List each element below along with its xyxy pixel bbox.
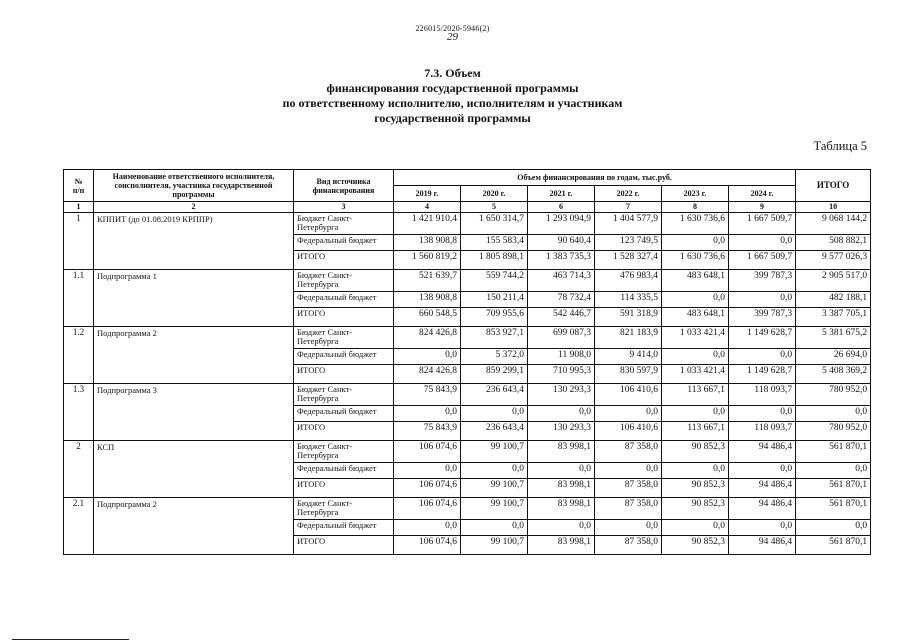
year-value: 0,0 [729, 292, 796, 308]
year-value: 1 293 094,9 [528, 213, 595, 235]
header-source: Вид источника финансирования [294, 170, 394, 202]
executor-name: КСП [94, 441, 294, 498]
year-value: 87 358,0 [595, 479, 662, 498]
year-value: 709 955,6 [461, 308, 528, 327]
year-value: 1 650 314,7 [461, 213, 528, 235]
header-year-2020: 2020 г. [461, 186, 528, 202]
row-number: 1 [64, 213, 94, 270]
year-value: 94 486,4 [729, 479, 796, 498]
page-number: 29 [447, 31, 458, 43]
year-value: 0,0 [394, 463, 461, 479]
column-number: 1 [64, 202, 94, 213]
table-row [64, 384, 871, 406]
year-value: 118 093,7 [729, 384, 796, 406]
year-value: 0,0 [729, 235, 796, 251]
year-value: 399 787,3 [729, 270, 796, 292]
year-value: 591 318,9 [595, 308, 662, 327]
executor-name: Подпрограмма 2 [94, 498, 294, 555]
year-value: 236 643,4 [461, 384, 528, 406]
year-value: 0,0 [595, 520, 662, 536]
column-number: 2 [94, 202, 294, 213]
year-value: 0,0 [729, 463, 796, 479]
funding-source: Федеральный бюджет [294, 235, 394, 251]
year-value: 90 852,3 [662, 536, 729, 555]
header-year-2021: 2021 г. [528, 186, 595, 202]
title-line-3: по ответственному исполнителю, исполнителям и участникам [282, 96, 623, 110]
year-value: 83 998,1 [528, 441, 595, 463]
total-value: 9 577 026,3 [796, 251, 871, 270]
year-value: 138 908,8 [394, 235, 461, 251]
column-number: 5 [461, 202, 528, 213]
table-row [64, 327, 871, 349]
funding-source: Федеральный бюджет [294, 406, 394, 422]
table-row [64, 213, 871, 235]
funding-source: Федеральный бюджет [294, 349, 394, 365]
funding-source: Бюджет Санкт-Петербурга [294, 384, 394, 406]
year-value: 75 843,9 [394, 422, 461, 441]
funding-source: Федеральный бюджет [294, 463, 394, 479]
header-name: Наименование ответственного исполнителя, соисполнителя, участника государственной программы [94, 170, 294, 202]
year-value: 476 983,4 [595, 270, 662, 292]
total-value: 482 188,1 [796, 292, 871, 308]
year-value: 0,0 [394, 406, 461, 422]
year-value: 1 404 577,9 [595, 213, 662, 235]
year-value: 1 383 735,3 [528, 251, 595, 270]
funding-source: ИТОГО [294, 365, 394, 384]
year-value: 99 100,7 [461, 536, 528, 555]
column-number: 8 [662, 202, 729, 213]
row-number: 1.1 [64, 270, 94, 327]
year-value: 0,0 [528, 463, 595, 479]
year-value: 150 211,4 [461, 292, 528, 308]
year-value: 1 805 898,1 [461, 251, 528, 270]
total-value: 0,0 [796, 520, 871, 536]
year-value: 78 732,4 [528, 292, 595, 308]
total-value: 5 408 369,2 [796, 365, 871, 384]
total-value: 0,0 [796, 463, 871, 479]
total-value: 508 882,1 [796, 235, 871, 251]
year-value: 90 852,3 [662, 479, 729, 498]
funding-source: Федеральный бюджет [294, 292, 394, 308]
funding-source: Бюджет Санкт-Петербурга [294, 327, 394, 349]
header-volume: Объем финансирования по годам, тыс.руб. [394, 170, 796, 186]
year-value: 0,0 [662, 292, 729, 308]
total-value: 9 068 144,2 [796, 213, 871, 235]
funding-source: ИТОГО [294, 536, 394, 555]
year-value: 859 299,1 [461, 365, 528, 384]
year-value: 123 749,5 [595, 235, 662, 251]
title-line-2: финансирования государственной программы [326, 81, 579, 95]
total-value: 3 387 705,1 [796, 308, 871, 327]
year-value: 106 074,6 [394, 479, 461, 498]
executor-name: Подпрограмма 3 [94, 384, 294, 441]
header-year-2022: 2022 г. [595, 186, 662, 202]
year-value: 99 100,7 [461, 498, 528, 520]
column-numbers-row [64, 202, 871, 213]
year-value: 0,0 [528, 520, 595, 536]
year-value: 11 908,0 [528, 349, 595, 365]
year-value: 483 648,1 [662, 270, 729, 292]
funding-source: Бюджет Санкт-Петербурга [294, 270, 394, 292]
year-value: 483 648,1 [662, 308, 729, 327]
year-value: 1 630 736,6 [662, 213, 729, 235]
year-value: 824 426,8 [394, 365, 461, 384]
year-value: 1 667 509,7 [729, 251, 796, 270]
year-value: 94 486,4 [729, 441, 796, 463]
total-value: 780 952,0 [796, 422, 871, 441]
column-number: 3 [294, 202, 394, 213]
year-value: 559 744,2 [461, 270, 528, 292]
header-num: № п/п [64, 170, 94, 202]
table-body [64, 213, 871, 555]
year-value: 99 100,7 [461, 479, 528, 498]
title-line-1: 7.3. Объем [424, 66, 481, 80]
year-value: 236 643,4 [461, 422, 528, 441]
year-value: 1 149 628,7 [729, 365, 796, 384]
year-value: 0,0 [662, 406, 729, 422]
year-value: 0,0 [729, 520, 796, 536]
year-value: 94 486,4 [729, 498, 796, 520]
column-number: 7 [595, 202, 662, 213]
total-value: 26 694,0 [796, 349, 871, 365]
year-value: 87 358,0 [595, 441, 662, 463]
year-value: 138 908,8 [394, 292, 461, 308]
year-value: 9 414,0 [595, 349, 662, 365]
year-value: 0,0 [729, 406, 796, 422]
year-value: 0,0 [595, 406, 662, 422]
year-value: 106 410,6 [595, 422, 662, 441]
year-value: 463 714,3 [528, 270, 595, 292]
year-value: 0,0 [662, 349, 729, 365]
year-value: 0,0 [461, 406, 528, 422]
year-value: 130 293,3 [528, 384, 595, 406]
year-value: 106 074,6 [394, 536, 461, 555]
funding-source: Бюджет Санкт-Петербурга [294, 441, 394, 463]
funding-source: ИТОГО [294, 422, 394, 441]
year-value: 83 998,1 [528, 536, 595, 555]
year-value: 130 293,3 [528, 422, 595, 441]
year-value: 1 528 327,4 [595, 251, 662, 270]
executor-name: Подпрограмма 2 [94, 327, 294, 384]
year-value: 1 149 628,7 [729, 327, 796, 349]
total-value: 561 870,1 [796, 536, 871, 555]
year-value: 87 358,0 [595, 536, 662, 555]
year-value: 90 852,3 [662, 441, 729, 463]
year-value: 710 995,3 [528, 365, 595, 384]
year-value: 0,0 [729, 349, 796, 365]
funding-source: ИТОГО [294, 479, 394, 498]
row-number: 2.1 [64, 498, 94, 555]
year-value: 0,0 [394, 349, 461, 365]
row-number: 2 [64, 441, 94, 498]
total-value: 561 870,1 [796, 441, 871, 463]
year-value: 106 410,6 [595, 384, 662, 406]
total-value: 0,0 [796, 406, 871, 422]
column-number: 9 [729, 202, 796, 213]
year-value: 0,0 [662, 520, 729, 536]
year-value: 1 033 421,4 [662, 365, 729, 384]
year-value: 90 640,4 [528, 235, 595, 251]
year-value: 0,0 [595, 463, 662, 479]
year-value: 824 426,8 [394, 327, 461, 349]
year-value: 106 074,6 [394, 441, 461, 463]
header-year-2024: 2024 г. [729, 186, 796, 202]
year-value: 521 639,7 [394, 270, 461, 292]
total-value: 5 381 675,2 [796, 327, 871, 349]
year-value: 542 446,7 [528, 308, 595, 327]
year-value: 83 998,1 [528, 498, 595, 520]
year-value: 1 630 736,6 [662, 251, 729, 270]
year-value: 113 667,1 [662, 422, 729, 441]
year-value: 99 100,7 [461, 441, 528, 463]
header-total: ИТОГО [796, 170, 871, 202]
year-value: 94 486,4 [729, 536, 796, 555]
total-value: 561 870,1 [796, 479, 871, 498]
year-value: 0,0 [461, 463, 528, 479]
year-value: 0,0 [662, 463, 729, 479]
year-value: 0,0 [394, 520, 461, 536]
executor-name: Подпрограмма 1 [94, 270, 294, 327]
year-value: 87 358,0 [595, 498, 662, 520]
year-value: 106 074,6 [394, 498, 461, 520]
year-value: 1 560 819,2 [394, 251, 461, 270]
table-row [64, 498, 871, 520]
year-value: 1 033 421,4 [662, 327, 729, 349]
year-value: 699 087,3 [528, 327, 595, 349]
funding-source: Бюджет Санкт-Петербурга [294, 213, 394, 235]
year-value: 5 372,0 [461, 349, 528, 365]
year-value: 0,0 [662, 235, 729, 251]
year-value: 1 667 509,7 [729, 213, 796, 235]
header-year-2019: 2019 г. [394, 186, 461, 202]
financing-table [63, 169, 871, 555]
table-row [64, 270, 871, 292]
total-value: 780 952,0 [796, 384, 871, 406]
year-value: 83 998,1 [528, 479, 595, 498]
year-value: 75 843,9 [394, 384, 461, 406]
table-row [64, 441, 871, 463]
total-value: 2 905 517,0 [796, 270, 871, 292]
funding-source: Бюджет Санкт-Петербурга [294, 498, 394, 520]
funding-source: ИТОГО [294, 308, 394, 327]
year-value: 90 852,3 [662, 498, 729, 520]
column-number: 6 [528, 202, 595, 213]
header-year-2023: 2023 г. [662, 186, 729, 202]
funding-source: Федеральный бюджет [294, 520, 394, 536]
year-value: 0,0 [528, 406, 595, 422]
year-value: 155 583,4 [461, 235, 528, 251]
row-number: 1.2 [64, 327, 94, 384]
total-value: 561 870,1 [796, 498, 871, 520]
year-value: 821 183,9 [595, 327, 662, 349]
column-number: 4 [394, 202, 461, 213]
title-line-4: государственной программы [374, 111, 531, 125]
section-title [0, 66, 905, 126]
row-number: 1.3 [64, 384, 94, 441]
year-value: 830 597,9 [595, 365, 662, 384]
year-value: 114 335,5 [595, 292, 662, 308]
year-value: 1 421 910,4 [394, 213, 461, 235]
year-value: 853 927,1 [461, 327, 528, 349]
year-value: 660 548,5 [394, 308, 461, 327]
executor-name: КППИТ (до 01.08.2019 КРППР) [94, 213, 294, 270]
table-label: Таблица 5 [813, 139, 867, 153]
year-value: 0,0 [461, 520, 528, 536]
year-value: 113 667,1 [662, 384, 729, 406]
column-number: 10 [796, 202, 871, 213]
year-value: 399 787,3 [729, 308, 796, 327]
year-value: 118 093,7 [729, 422, 796, 441]
funding-source: ИТОГО [294, 251, 394, 270]
document-id: 226015/2020-5946(2) [415, 24, 490, 33]
